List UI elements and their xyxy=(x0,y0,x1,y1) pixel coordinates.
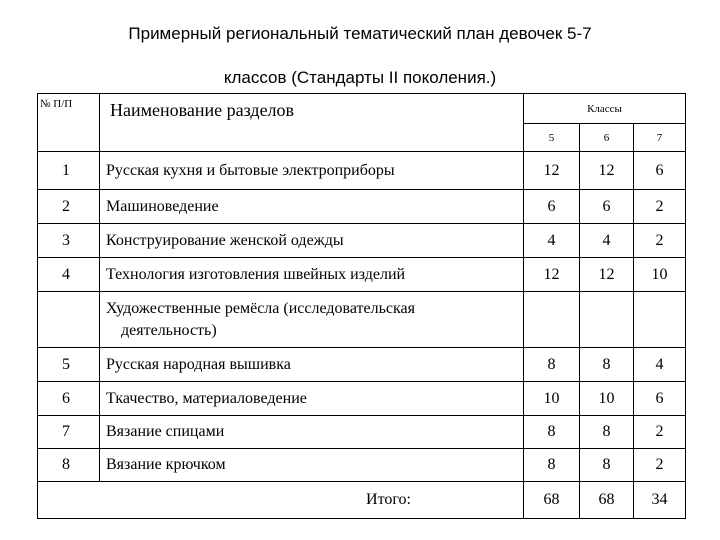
row-value-6: 12 xyxy=(580,152,634,190)
row-num: 7 xyxy=(38,416,100,449)
row-value-5: 4 xyxy=(524,224,580,258)
table-row xyxy=(38,416,686,449)
section-num-cell xyxy=(38,292,100,348)
row-value-6: 8 xyxy=(580,449,634,482)
row-value-6: 8 xyxy=(580,416,634,449)
row-num: 8 xyxy=(38,449,100,482)
total-value-5: 68 xyxy=(524,482,580,519)
section-name-line-2: деятельность) xyxy=(121,321,217,339)
header-classes: Классы xyxy=(524,94,686,124)
row-value-7: 2 xyxy=(634,416,686,449)
section-name-line-1: Художественные ремёсла (исследовательская xyxy=(106,299,415,317)
header-name: Наименование разделов xyxy=(100,94,524,152)
table-row xyxy=(38,190,686,224)
row-value-7: 2 xyxy=(634,224,686,258)
table-row xyxy=(38,152,686,190)
section-value-5 xyxy=(524,292,580,348)
total-value-7: 34 xyxy=(634,482,686,519)
row-num: 6 xyxy=(38,382,100,416)
row-num: 2 xyxy=(38,190,100,224)
table-row xyxy=(38,258,686,292)
header-num: № П/П xyxy=(38,94,100,152)
row-value-5: 8 xyxy=(524,449,580,482)
table-row xyxy=(38,382,686,416)
table-row xyxy=(38,224,686,258)
row-value-6: 10 xyxy=(580,382,634,416)
row-value-5: 10 xyxy=(524,382,580,416)
header-grade-7: 7 xyxy=(634,124,686,152)
row-value-7: 2 xyxy=(634,190,686,224)
row-name: Русская кухня и бытовые электроприборы xyxy=(100,152,524,190)
row-value-5: 12 xyxy=(524,258,580,292)
row-value-5: 12 xyxy=(524,152,580,190)
row-num: 3 xyxy=(38,224,100,258)
section-value-7 xyxy=(634,292,686,348)
row-value-6: 4 xyxy=(580,224,634,258)
row-value-7: 10 xyxy=(634,258,686,292)
row-value-5: 6 xyxy=(524,190,580,224)
row-name: Конструирование женской одежды xyxy=(100,224,524,258)
header-grade-6: 6 xyxy=(580,124,634,152)
row-num: 1 xyxy=(38,152,100,190)
row-num: 4 xyxy=(38,258,100,292)
row-name: Машиноведение xyxy=(100,190,524,224)
row-value-6: 12 xyxy=(580,258,634,292)
section-value-6 xyxy=(580,292,634,348)
row-value-7: 4 xyxy=(634,348,686,382)
total-value-6: 68 xyxy=(580,482,634,519)
row-value-6: 6 xyxy=(580,190,634,224)
row-name: Технология изготовления швейных изделий xyxy=(100,258,524,292)
row-value-7: 2 xyxy=(634,449,686,482)
row-name: Вязание крючком xyxy=(100,449,524,482)
thematic-plan-table xyxy=(37,93,686,519)
total-label: Итого: xyxy=(38,482,524,519)
row-value-5: 8 xyxy=(524,416,580,449)
row-num: 5 xyxy=(38,348,100,382)
row-value-6: 8 xyxy=(580,348,634,382)
row-value-7: 6 xyxy=(634,382,686,416)
title-line-2: классов (Стандарты II поколения.) xyxy=(223,68,497,87)
total-row xyxy=(38,482,686,519)
row-value-7: 6 xyxy=(634,152,686,190)
row-value-5: 8 xyxy=(524,348,580,382)
row-name: Ткачество, материаловедение xyxy=(100,382,524,416)
table-row xyxy=(38,348,686,382)
section-name xyxy=(100,292,524,348)
header-grade-5: 5 xyxy=(524,124,580,152)
title-line-1: Примерный региональный тематический план девочек 5-7 xyxy=(128,24,592,43)
section-row xyxy=(38,292,686,348)
table-row xyxy=(38,449,686,482)
row-name: Русская народная вышивка xyxy=(100,348,524,382)
row-name: Вязание спицами xyxy=(100,416,524,449)
